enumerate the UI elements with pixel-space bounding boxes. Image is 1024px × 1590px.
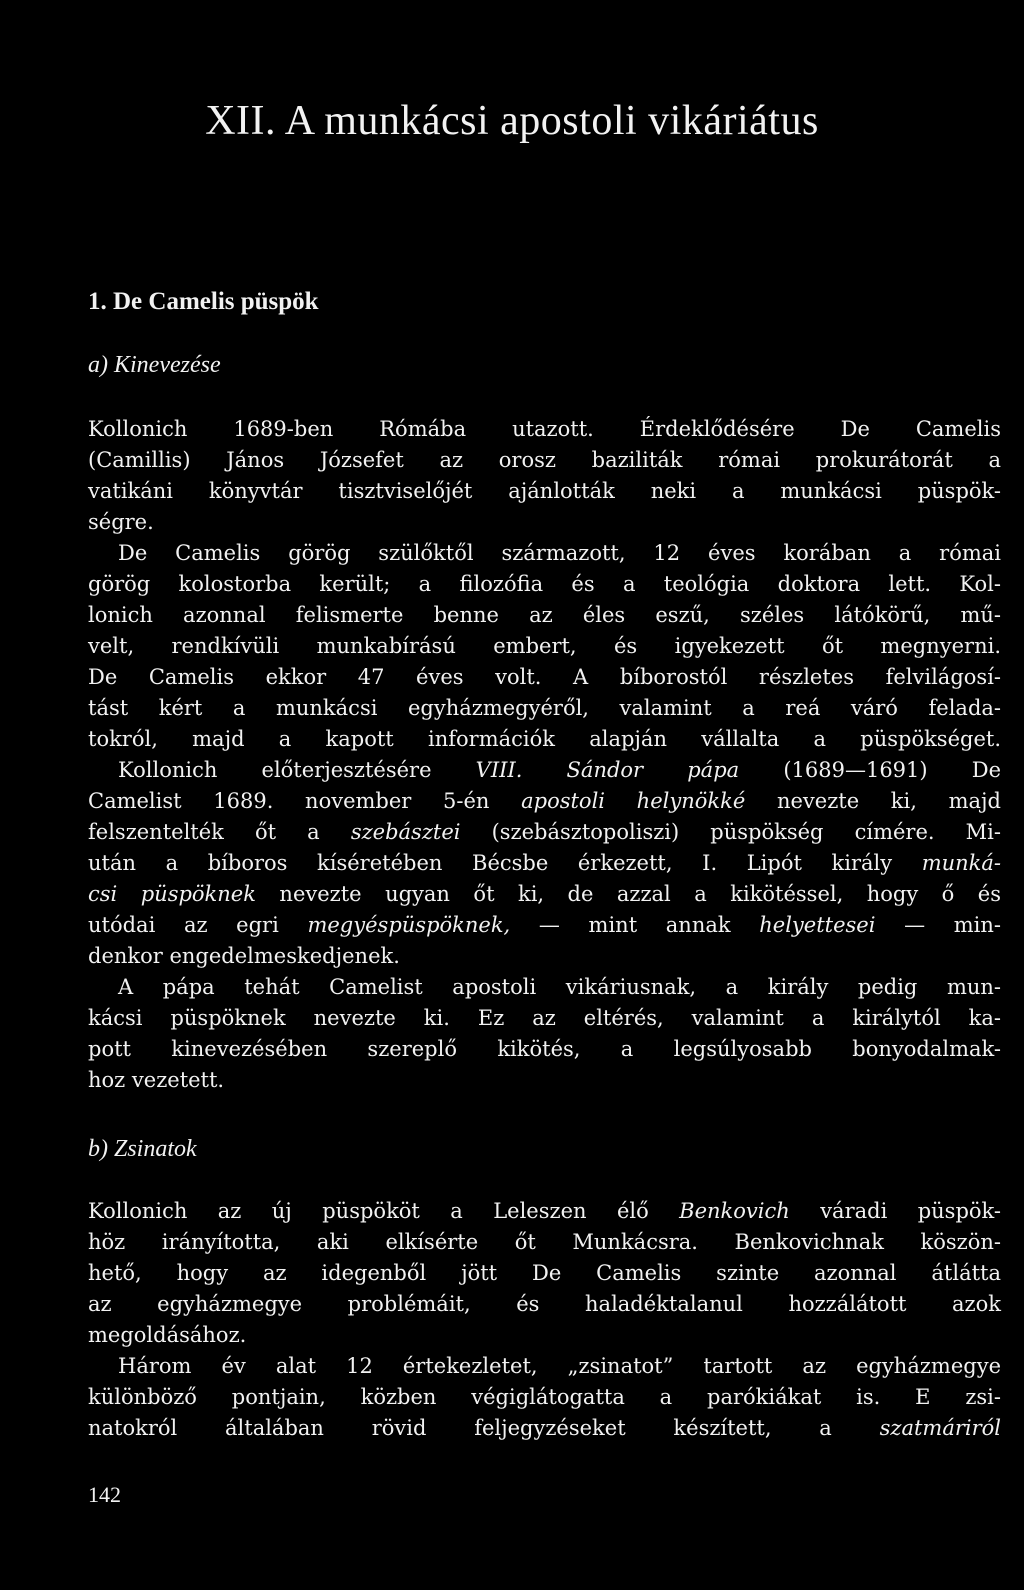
text-segment: nevezte ki, majd — [745, 789, 1001, 813]
text-line — [88, 1196, 1001, 1227]
text-segment: — min- — [875, 913, 1002, 937]
text-segment: Kollonich az új püspököt a Leleszen élő — [88, 1199, 680, 1223]
text-line — [88, 414, 1001, 445]
italic-text: szebásztei — [350, 820, 461, 844]
text-segment: kácsi püspöknek nevezte ki. Ez az eltérés, valamint a királytól ka- — [88, 1006, 1001, 1030]
body-text-appointment — [88, 414, 1001, 1096]
text-line — [88, 910, 1001, 941]
text-segment: Camelist 1689. november 5-én — [88, 789, 522, 813]
text-line — [88, 941, 1001, 972]
italic-text: apostoli helynökké — [521, 789, 746, 813]
text-line — [88, 848, 1001, 879]
text-segment: különböző pontjain, közben végiglátogatta a parókiákat is. E zsi- — [88, 1385, 1001, 1409]
text-segment: (szebásztopoliszi) püspökség címére. Mi- — [460, 820, 1001, 844]
text-line — [88, 786, 1001, 817]
text-line — [88, 1382, 1001, 1413]
italic-text: Benkovich — [679, 1199, 790, 1223]
page-number: 142 — [88, 1482, 121, 1507]
text-segment: — mint annak — [510, 913, 760, 937]
italic-text: szatmáriról — [879, 1416, 1001, 1440]
text-segment: lonich azonnal felismerte benne az éles eszű, széles látókörű, mű- — [88, 603, 1001, 627]
text-line — [88, 1258, 1001, 1289]
text-line — [88, 1320, 1001, 1351]
body-text-synods — [88, 1196, 1001, 1444]
italic-text: munká- — [921, 851, 1001, 875]
text-segment: Három év alat 12 értekezletet, „zsinatot” tartott az egyházmegye — [118, 1354, 1001, 1378]
text-segment: De Camelis görög szülőktől származott, 12 éves korában a római — [118, 541, 1001, 565]
text-line — [88, 538, 1001, 569]
text-line — [88, 1227, 1001, 1258]
subheading-synods: b) Zsinatok — [88, 1136, 197, 1162]
text-segment: ségre. — [88, 510, 154, 534]
text-line — [88, 569, 1001, 600]
text-segment: De Camelis ekkor 47 éves volt. A bíborostól részletes felvilágosí- — [88, 665, 1001, 689]
text-segment: pott kinevezésében szereplő kikötés, a legsúlyosabb bonyodalmak- — [88, 1037, 1001, 1061]
text-segment: (Camillis) János Józsefet az orosz baziliták római prokurátorát a — [88, 448, 1001, 472]
text-line — [88, 476, 1001, 507]
text-segment: után a bíboros kíséretében Bécsbe érkezett, I. Lipót király — [88, 851, 922, 875]
text-segment: natokról általában rövid feljegyzéseket készített, a — [88, 1416, 880, 1440]
text-line — [88, 879, 1001, 910]
text-line — [88, 1065, 1001, 1096]
text-line — [88, 631, 1001, 662]
text-line — [88, 1351, 1001, 1382]
text-line — [88, 1034, 1001, 1065]
text-line — [88, 600, 1001, 631]
text-segment: felszentelték őt a — [88, 820, 351, 844]
text-line — [88, 817, 1001, 848]
text-segment: A pápa tehát Camelist apostoli vikáriusnak, a király pedig mun- — [118, 975, 1001, 999]
text-line — [88, 1289, 1001, 1320]
italic-text: helyettesei — [759, 913, 876, 937]
subheading-appointment: a) Kinevezése — [88, 352, 221, 378]
italic-text: csi püspöknek — [88, 882, 256, 906]
text-segment: höz irányította, aki elkísérte őt Munkácsra. Benkovichnak köszön- — [88, 1230, 1001, 1254]
text-segment: hoz vezetett. — [88, 1068, 225, 1092]
text-segment: görög kolostorba került; a filozófia és a teológia doktora lett. Kol- — [88, 572, 1001, 596]
text-segment: hető, hogy az idegenből jött De Camelis szinte azonnal átlátta — [88, 1261, 1001, 1285]
text-line — [88, 724, 1001, 755]
text-line — [88, 693, 1001, 724]
text-segment: nevezte ugyan őt ki, de azzal a kikötéssel, hogy ő és — [255, 882, 1002, 906]
text-segment: váradi püspök- — [789, 1199, 1001, 1223]
text-segment: (1689—1691) De — [739, 758, 1001, 782]
text-line — [88, 755, 1001, 786]
text-segment: Kollonich előterjesztésére — [118, 758, 476, 782]
text-line — [88, 972, 1001, 1003]
text-line — [88, 662, 1001, 693]
text-line — [88, 507, 1001, 538]
text-segment: tást kért a munkácsi egyházmegyéről, valamint a reá váró felada- — [88, 696, 1001, 720]
text-segment: utódai az egri — [88, 913, 308, 937]
text-segment: vatikáni könyvtár tisztviselőjét ajánlották neki a munkácsi püspök- — [88, 479, 1001, 503]
text-segment: velt, rendkívüli munkabírású embert, és igyekezett őt megnyerni. — [88, 634, 1001, 658]
text-segment: Kollonich 1689-ben Rómába utazott. Érdeklődésére De Camelis — [88, 417, 1001, 441]
italic-text: megyéspüspöknek, — [307, 913, 511, 937]
text-segment: denkor engedelmeskedjenek. — [88, 944, 400, 968]
section-heading: 1. De Camelis püspök — [88, 288, 319, 315]
chapter-title: XII. A munkácsi apostoli vikáriátus — [205, 98, 819, 144]
text-line — [88, 1413, 1001, 1444]
text-line — [88, 445, 1001, 476]
text-segment: megoldásához. — [88, 1323, 247, 1347]
italic-text: VIII. Sándor pápa — [475, 758, 740, 782]
text-line — [88, 1003, 1001, 1034]
text-segment: az egyházmegye problémáit, és haladéktalanul hozzálátott azok — [88, 1292, 1001, 1316]
text-segment: tokról, majd a kapott információk alapján vállalta a püspökséget. — [88, 727, 1001, 751]
